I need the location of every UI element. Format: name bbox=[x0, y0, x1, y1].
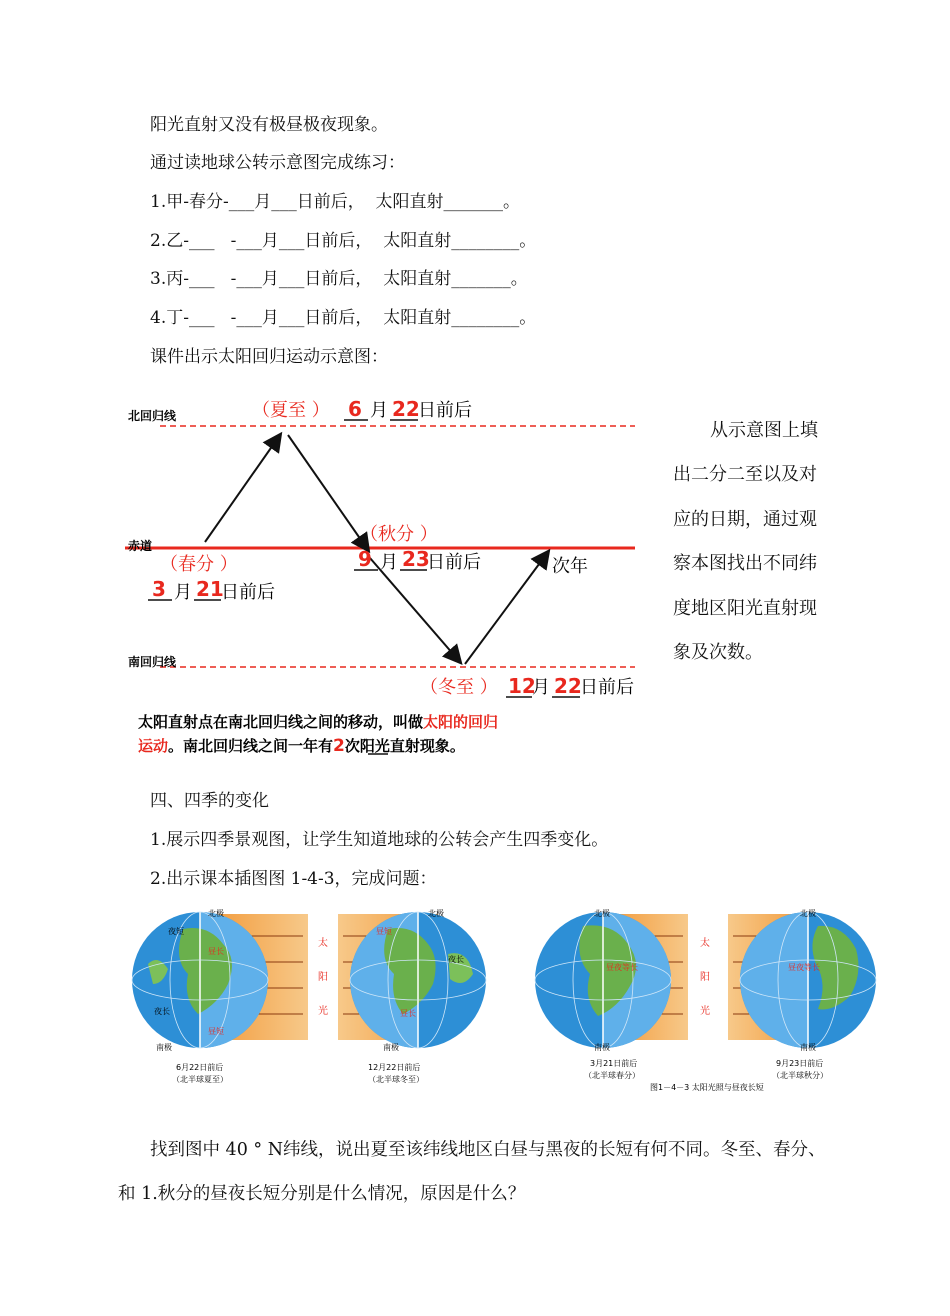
side-text: 象及次数。 bbox=[673, 642, 763, 663]
caption-highlight: 太阳的回归 bbox=[423, 713, 499, 731]
caption-autumn-note: （北半球秋分） bbox=[772, 1071, 828, 1080]
globe-autumn bbox=[740, 912, 876, 1048]
sun-char: 光 bbox=[318, 1006, 328, 1017]
globe2-mid: 夜长 bbox=[448, 955, 464, 964]
south-tropic-label: 南回归线 bbox=[128, 655, 177, 669]
globe2-top: 昼短 bbox=[376, 927, 392, 936]
south-pole-label: 南极 bbox=[800, 1043, 816, 1052]
side-text: 出二分二至以及对 bbox=[673, 464, 817, 485]
autumn-day: 23 bbox=[402, 547, 430, 571]
globe1-bottom: 夜长 bbox=[154, 1007, 170, 1016]
figure-label: 图1－4－3 太阳光照与昼夜长短 bbox=[650, 1083, 764, 1092]
north-pole-label: 北极 bbox=[208, 909, 224, 918]
winter-day-unit: 日前后 bbox=[580, 677, 634, 698]
arrow-autumn-winter bbox=[370, 558, 460, 662]
autumn-label: （秋分 ） bbox=[360, 524, 438, 545]
caption-winter-date: 12月22日前后 bbox=[368, 1063, 421, 1072]
diagram-caption-1 bbox=[138, 713, 498, 732]
caption-spring-date: 3月21日前后 bbox=[590, 1059, 638, 1068]
question-line: 找到图中 40 ° N纬线，说出夏至该纬线地区白昼与黑夜的长短有何不同。冬至、春分、 bbox=[150, 1140, 826, 1160]
spring-month-unit: 月 bbox=[174, 582, 192, 603]
north-pole-label: 北极 bbox=[594, 909, 610, 918]
spring-month: 3 bbox=[152, 577, 166, 601]
globe2-bottom: 昼长 bbox=[400, 1009, 416, 1018]
section-heading: 四、四季的变化 bbox=[150, 791, 269, 811]
spring-day: 21 bbox=[196, 577, 224, 601]
side-text: 应的日期，通过观 bbox=[673, 509, 817, 530]
spring-label: （春分 ） bbox=[160, 554, 238, 575]
sun-char: 太 bbox=[318, 938, 328, 949]
exercise-3: 3.丙-___ -___月___日前后， 太阳直射_______。 bbox=[150, 269, 528, 289]
side-text: 从示意图上填 bbox=[710, 420, 818, 441]
winter-month: 12 bbox=[508, 674, 536, 698]
globe4-mid: 昼夜等长 bbox=[788, 963, 820, 972]
globe1-mid: 昼长 bbox=[208, 947, 224, 956]
north-tropic-label: 北回归线 bbox=[128, 409, 177, 423]
sun-char: 阳 bbox=[700, 972, 710, 983]
globe1-bot2: 昼短 bbox=[208, 1027, 224, 1036]
south-pole-label: 南极 bbox=[594, 1043, 610, 1052]
arrow-spring-summer bbox=[205, 435, 280, 542]
globe-figure bbox=[128, 904, 888, 1094]
exercise-4: 4.丁-___ -___月___日前后， 太阳直射________。 bbox=[150, 308, 537, 328]
text-line: 1.展示四季景观图，让学生知道地球的公转会产生四季变化。 bbox=[150, 830, 609, 850]
south-pole-label: 南极 bbox=[383, 1043, 399, 1052]
solar-migration-diagram bbox=[120, 380, 660, 765]
question-line: 和 1.秋分的昼夜长短分别是什么情况，原因是什么？ bbox=[118, 1184, 526, 1204]
equator-label: 赤道 bbox=[128, 539, 153, 553]
summer-month: 6 bbox=[348, 397, 362, 421]
side-text: 度地区阳光直射现 bbox=[673, 598, 817, 619]
sun-char: 阳 bbox=[318, 972, 328, 983]
caption-count: 2 bbox=[333, 736, 345, 756]
globe1-top: 夜短 bbox=[168, 927, 184, 936]
text-line: 通过读地球公转示意图完成练习： bbox=[150, 153, 405, 173]
exercise-1: 1.甲-春分-___月___日前后， 太阳直射_______。 bbox=[150, 192, 521, 212]
next-year-label: 次年 bbox=[552, 556, 588, 577]
caption-summer-note: （北半球夏至） bbox=[172, 1075, 228, 1084]
winter-month-unit: 月 bbox=[532, 677, 550, 698]
north-pole-label: 北极 bbox=[800, 909, 816, 918]
exercise-2: 2.乙-___ -___月___日前后， 太阳直射________。 bbox=[150, 231, 537, 251]
autumn-month: 9 bbox=[358, 547, 372, 571]
north-pole-label: 北极 bbox=[428, 909, 444, 918]
diagram-caption-2 bbox=[138, 736, 465, 756]
globe-spring bbox=[535, 912, 671, 1048]
autumn-month-unit: 月 bbox=[380, 552, 398, 573]
caption-part: 。南北回归线之间一年有 bbox=[168, 737, 334, 755]
caption-spring-note: （北半球春分） bbox=[584, 1071, 640, 1080]
caption-highlight: 运动 bbox=[138, 737, 169, 755]
caption-summer-date: 6月22日前后 bbox=[176, 1063, 224, 1072]
south-pole-label: 南极 bbox=[156, 1043, 172, 1052]
caption-part: 次阳光直射现象。 bbox=[344, 737, 465, 755]
summer-label: （夏至 ） bbox=[252, 400, 330, 421]
text-line: 阳光直射又没有极昼极夜现象。 bbox=[150, 115, 388, 135]
globe-summer bbox=[132, 912, 268, 1048]
sun-char: 太 bbox=[700, 938, 710, 949]
summer-month-unit: 月 bbox=[370, 400, 388, 421]
arrow-summer-autumn bbox=[288, 435, 368, 550]
globe3-mid: 昼夜等长 bbox=[606, 963, 638, 972]
caption-autumn-date: 9月23日前后 bbox=[776, 1059, 824, 1068]
summer-day-unit: 日前后 bbox=[418, 400, 472, 421]
caption-part: 太阳直射点在南北回归线之间的移动，叫做 bbox=[138, 713, 424, 731]
winter-label: （冬至 ） bbox=[420, 677, 498, 698]
autumn-day-unit: 日前后 bbox=[427, 552, 481, 573]
summer-day: 22 bbox=[392, 397, 420, 421]
caption-winter-note: （北半球冬至） bbox=[368, 1075, 424, 1084]
side-text: 察本图找出不同纬 bbox=[673, 553, 817, 574]
text-line: 课件出示太阳回归运动示意图： bbox=[150, 347, 388, 367]
winter-day: 22 bbox=[554, 674, 582, 698]
text-line: 2.出示课本插图图 1-4-3，完成问题： bbox=[150, 869, 437, 889]
sun-char: 光 bbox=[700, 1006, 710, 1017]
spring-day-unit: 日前后 bbox=[221, 582, 275, 603]
globe-winter bbox=[350, 912, 486, 1048]
